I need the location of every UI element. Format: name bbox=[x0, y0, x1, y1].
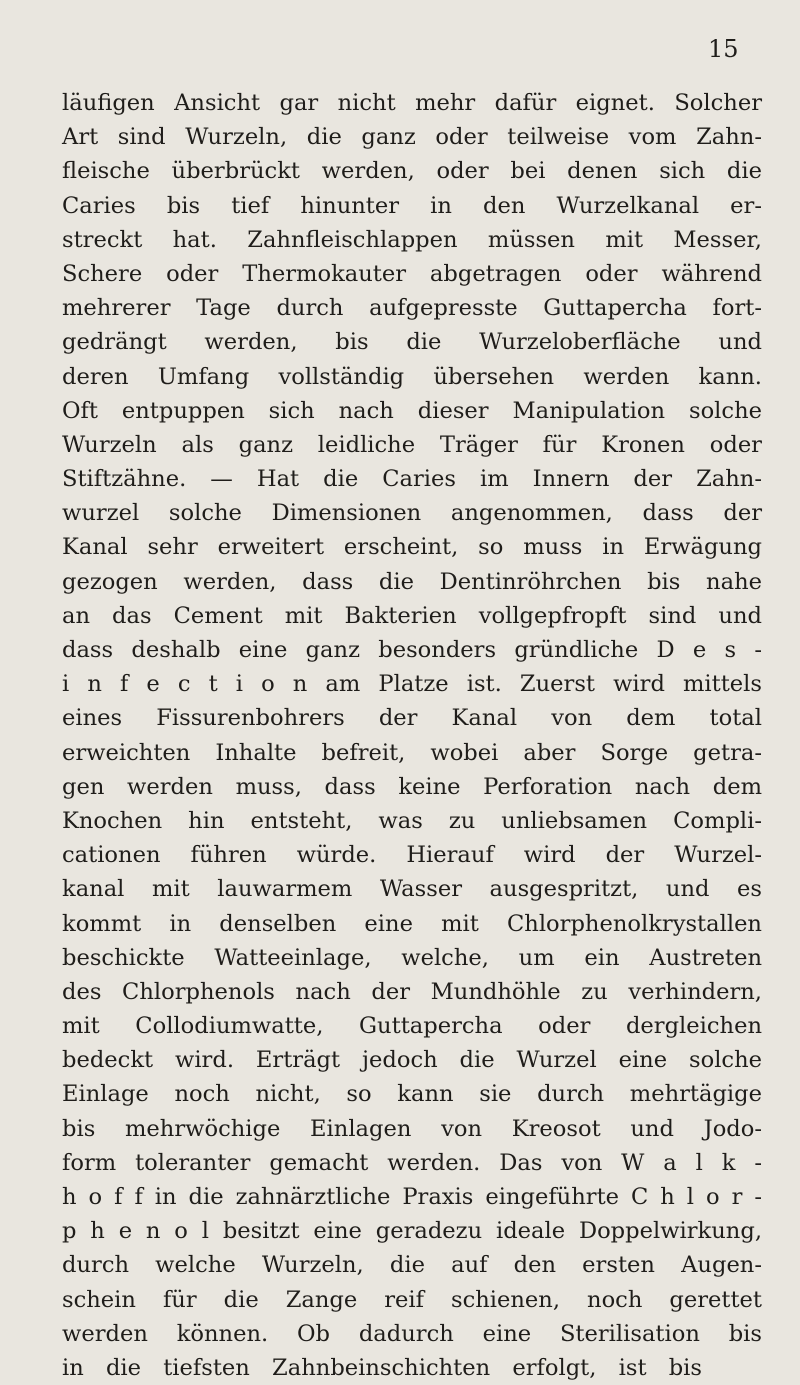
text-line: wurzel solche Dimensionen angenommen, dass der bbox=[62, 500, 762, 527]
text-line: schein für die Zange reif schienen, noch gerettet bbox=[62, 1286, 762, 1313]
text-line: Einlage noch nicht, so kann sie durch mehrtägige bbox=[62, 1081, 762, 1108]
text-line: läufigen Ansicht gar nicht mehr dafür eignet. Solcher bbox=[62, 90, 762, 116]
text-line: Art sind Wurzeln, die ganz oder teilweise vom Zahn- bbox=[62, 124, 762, 151]
text-line: Caries bis tief hinunter in den Wurzelkanal er- bbox=[62, 192, 762, 219]
text-line: gezogen werden, dass die Dentinröhrchen bis nahe bbox=[62, 568, 762, 595]
text-line: i n f e c t i o n am Platze ist. Zuerst wird mittels bbox=[62, 671, 762, 698]
text-line: fleische überbrückt werden, oder bei denen sich die bbox=[62, 158, 762, 185]
text-line: Kanal sehr erweitert erscheint, so muss in Erwägung bbox=[62, 534, 762, 561]
text-line: form toleranter gemacht werden. Das von W a l k - bbox=[62, 1149, 762, 1176]
text-line: an das Cement mit Bakterien vollgepfropft sind und bbox=[62, 602, 762, 629]
text-line: kanal mit lauwarmem Wasser ausgespritzt, und es bbox=[62, 876, 762, 903]
text-line: werden können. Ob dadurch eine Sterilisation bis bbox=[62, 1320, 762, 1347]
text-line: mit Collodiumwatte, Guttapercha oder dergleichen bbox=[62, 1013, 762, 1040]
text-line: des Chlorphenols nach der Mundhöhle zu verhindern, bbox=[62, 978, 762, 1005]
text-line: Oft entpuppen sich nach dieser Manipulation solche bbox=[62, 397, 762, 424]
text-line: h o f f in die zahnärztliche Praxis eingeführte C h l o r - bbox=[62, 1184, 762, 1210]
page-number: 15 bbox=[708, 35, 739, 63]
text-line: kommt in denselben eine mit Chlorphenolkrystallen bbox=[62, 910, 762, 937]
text-line: beschickte Watteeinlage, welche, um ein Austreten bbox=[62, 944, 762, 971]
text-line: bis mehrwöchige Einlagen von Kreosot und Jodo- bbox=[62, 1115, 762, 1142]
text-line: in die tiefsten Zahnbeinschichten erfolgt, ist bis bbox=[62, 1354, 702, 1381]
text-line: eines Fissurenbohrers der Kanal von dem total bbox=[62, 705, 762, 732]
text-line: bedeckt wird. Erträgt jedoch die Wurzel eine solche bbox=[62, 1047, 762, 1074]
text-line: Wurzeln als ganz leidliche Träger für Kronen oder bbox=[62, 431, 762, 458]
text-line: gen werden muss, dass keine Perforation nach dem bbox=[62, 773, 762, 800]
text-line: p h e n o l besitzt eine geradezu ideale Doppelwirkung, bbox=[62, 1218, 762, 1245]
text-line: cationen führen würde. Hierauf wird der Wurzel- bbox=[62, 842, 762, 869]
text-line: streckt hat. Zahnfleischlappen müssen mit Messer, bbox=[62, 226, 762, 253]
body-text bbox=[62, 86, 762, 1385]
text-line: Schere oder Thermokauter abgetragen oder während bbox=[62, 260, 762, 287]
text-line: dass deshalb eine ganz besonders gründliche D e s - bbox=[62, 637, 762, 663]
text-line: deren Umfang vollständig übersehen werden kann. bbox=[62, 363, 762, 390]
text-line: gedrängt werden, bis die Wurzeloberfläche und bbox=[62, 329, 762, 356]
text-line: erweichten Inhalte befreit, wobei aber Sorge getra- bbox=[62, 739, 762, 766]
text-line: Knochen hin entsteht, was zu unliebsamen Compli- bbox=[62, 807, 762, 834]
text-line: durch welche Wurzeln, die auf den ersten Augen- bbox=[62, 1252, 762, 1279]
text-line: mehrerer Tage durch aufgepresste Guttapercha fort- bbox=[62, 295, 762, 322]
text-line: Stiftzähne. — Hat die Caries im Innern der Zahn- bbox=[62, 466, 762, 493]
